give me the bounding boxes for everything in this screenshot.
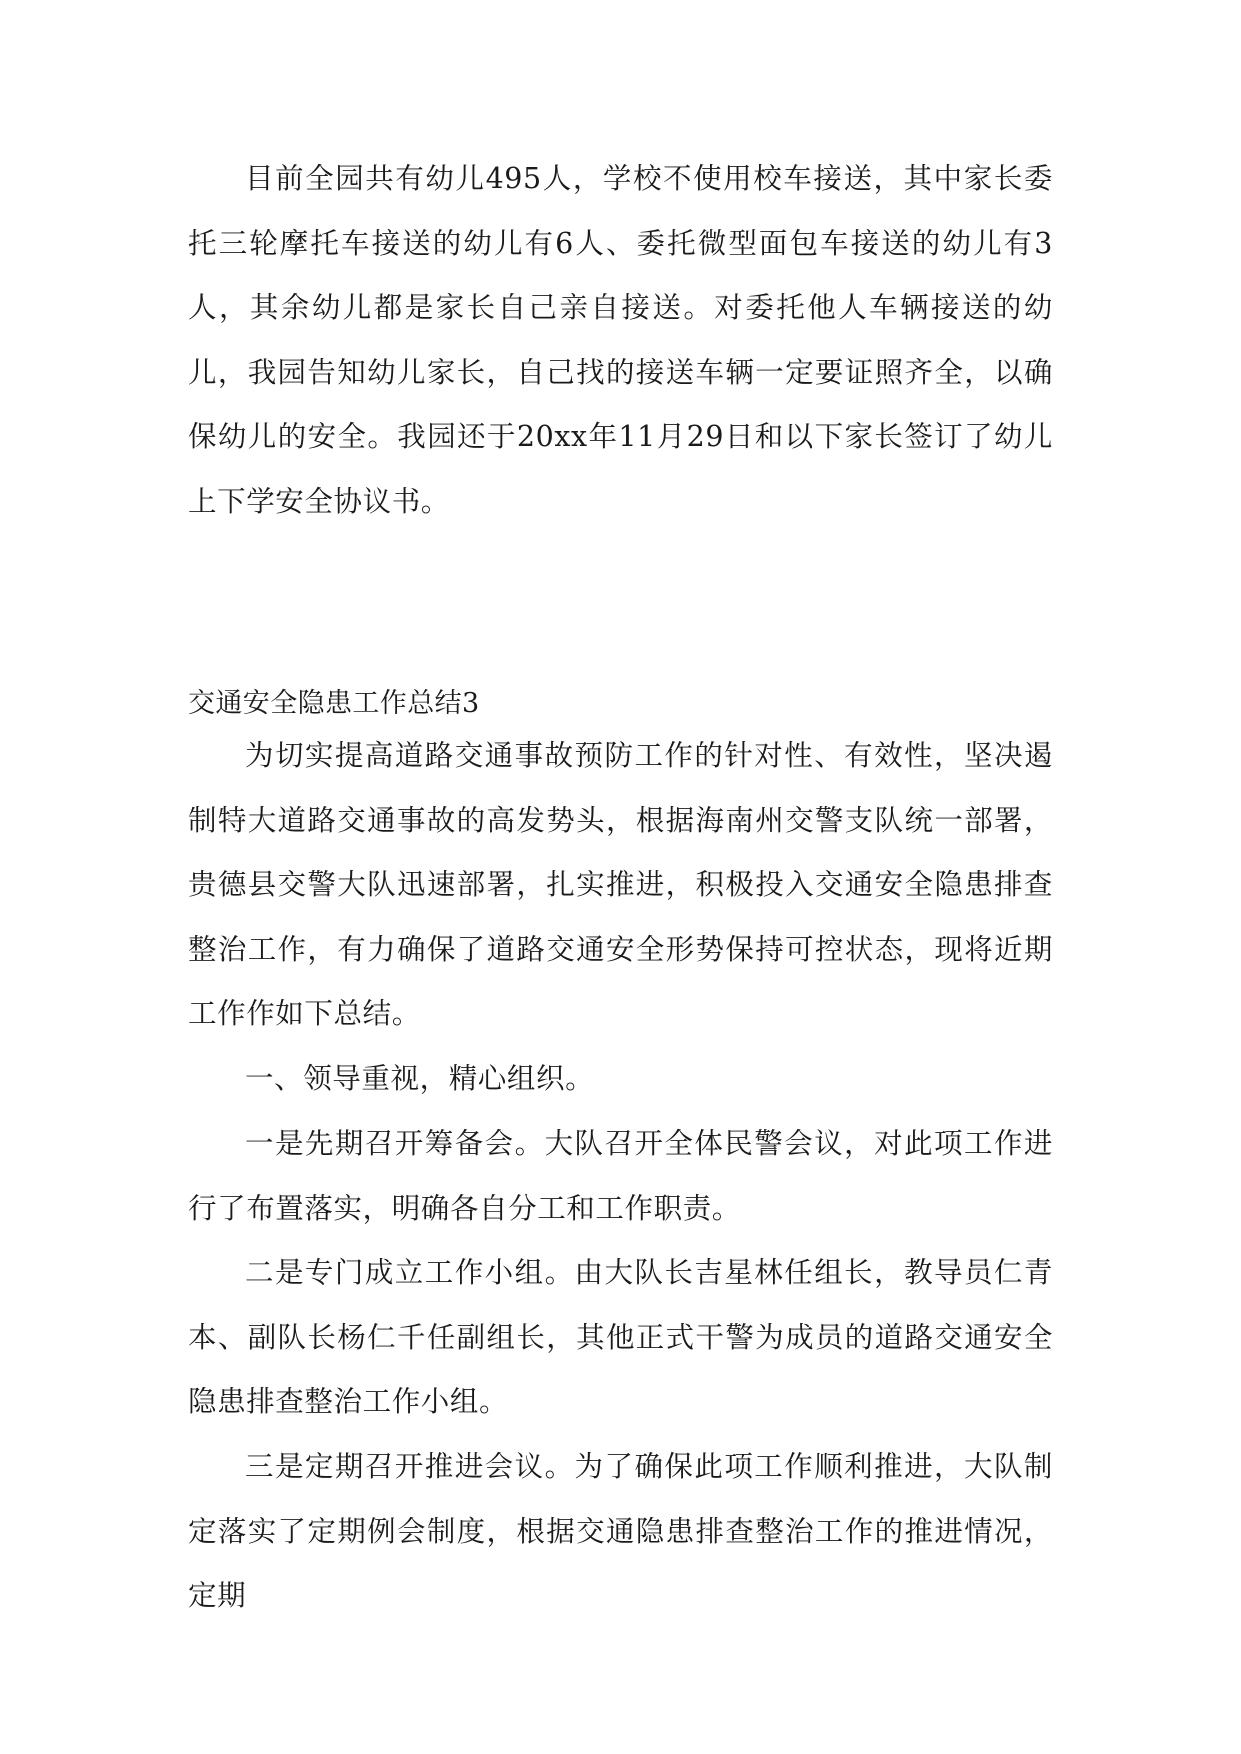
paragraph-text: 一、领导重视，精心组织。 xyxy=(245,1062,595,1095)
body-paragraph xyxy=(188,1435,1053,1629)
body-paragraph xyxy=(188,1241,1053,1435)
body-paragraph xyxy=(188,1047,1053,1112)
body-paragraph xyxy=(188,724,1053,1047)
paragraph-text: 目前全园共有幼儿495人，学校不使用校车接送，其中家长委托三轮摩托车接送的幼儿有6人、委托微型面包车接送的幼儿有3人，其余幼儿都是家长自己亲自接送。对委托他人车辆接送的幼儿，我园告知幼儿家长，自己找的接送车辆一定要证照齐全，以确保幼儿的安全。我园还于20xx年11月29日和以下家长签订了幼儿上下学安全协议书。 xyxy=(188,162,1053,518)
paragraph-text: 三是定期召开推进会议。为了确保此项工作顺利推进，大队制定落实了定期例会制度，根据交通隐患排查整治工作的推进情况，定期 xyxy=(188,1450,1053,1612)
body-paragraph xyxy=(188,1112,1053,1241)
paragraph-text: 二是专门成立工作小组。由大队长吉星林任组长，教导员仁青本、副队长杨仁千任副组长，其他正式干警为成员的道路交通安全隐患排查整治工作小组。 xyxy=(188,1256,1053,1418)
paragraph-text: 一是先期召开筹备会。大队召开全体民警会议，对此项工作进行了布置落实，明确各自分工和工作职责。 xyxy=(188,1127,1053,1225)
paragraph-text: 为切实提高道路交通事故预防工作的针对性、有效性，坚决遏制特大道路交通事故的高发势头，根据海南州交警支队统一部署，贵德县交警大队迅速部署，扎实推进，积极投入交通安全隐患排查整治工作，有力确保了道路交通安全形势保持可控状态，现将近期工作作如下总结。 xyxy=(188,739,1053,1030)
body-paragraph xyxy=(188,147,1053,534)
section-title: 交通安全隐患工作总结3 xyxy=(188,688,480,719)
